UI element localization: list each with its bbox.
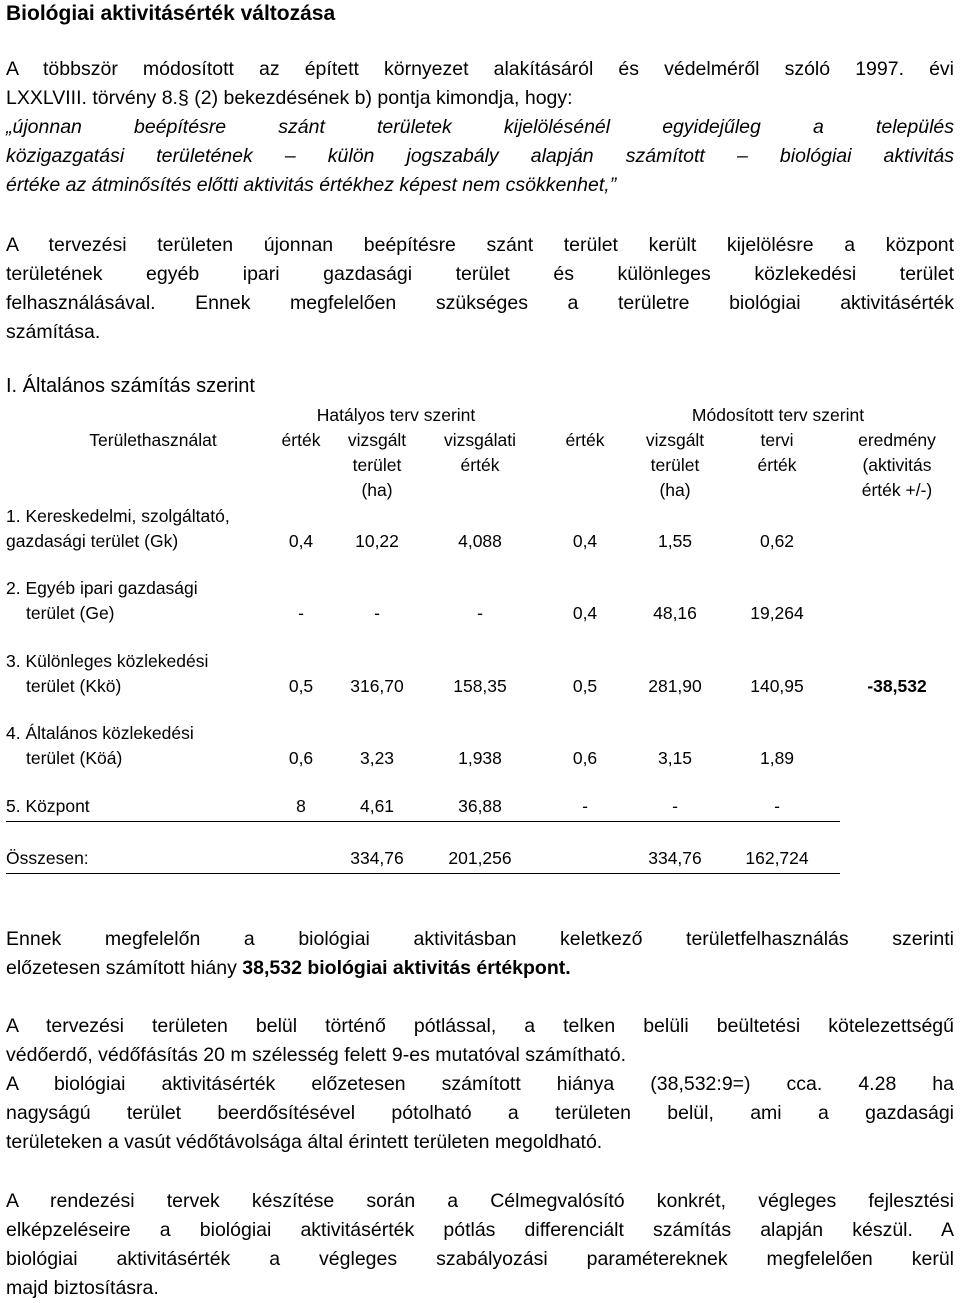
paragraph-line: A biológiai aktivitásérték előzetesen számított hiánya (38,532:9=) cca. 4.28 ha (6, 1073, 954, 1095)
deficit-value: 38,532 biológiai aktivitás értékpont. (242, 957, 571, 979)
column-header-area: vizsgált (347, 430, 407, 450)
cell-area-modified: 1,55 (657, 531, 693, 551)
cell-area: 10,22 (355, 531, 399, 551)
total-area: 334,76 (350, 848, 404, 868)
row-landuse-name: 2. Egyéb ipari gazdasági (6, 578, 198, 598)
cell-area-modified: - (672, 796, 678, 816)
cell-value: 0,4 (288, 531, 314, 551)
paragraph-line: felhasználásával. Ennek megfelelően szükséges a területre biológiai aktivitásérték (6, 292, 954, 314)
paragraph-line: területének egyéb ipari gazdasági terület és különleges közlekedési terület (6, 263, 954, 285)
column-header-result: érték +/-) (861, 480, 933, 500)
cell-planned-value: 140,95 (750, 676, 804, 696)
cell-examined-value: - (477, 603, 483, 623)
column-header-result: (aktivitás (862, 455, 932, 475)
cell-planned-value: 0,62 (759, 531, 795, 551)
final-paragraph (6, 1187, 954, 1303)
cell-value: 0,5 (288, 676, 314, 696)
section-heading: I. Általános számítás szerint (6, 375, 255, 397)
law-quote-line: közigazgatási területének – külön jogszabály alapján számított – biológiai aktivitás (6, 145, 954, 167)
cell-area: 3,23 (359, 748, 395, 768)
cell-value-modified: - (582, 796, 588, 816)
group-header-modified: Módosított terv szerint (691, 405, 865, 425)
row-landuse-name: terület (Ge) (26, 603, 115, 623)
paragraph-line: majd biztosításra. (6, 1277, 159, 1299)
intro-line: LXXLVIII. törvény 8.§ (2) bekezdésének b) pontja kimondja, hogy: (6, 87, 573, 109)
paragraph-line: elképzeléseire a biológiai aktivitásérték pótlás differenciált számítás alapján készül. A (6, 1219, 954, 1241)
total-planned-value: 162,724 (745, 848, 809, 868)
column-header-area: (ha) (361, 480, 393, 500)
paragraph-line (6, 954, 954, 983)
column-header-value-modified: érték (565, 430, 605, 450)
row-landuse-name: 1. Kereskedelmi, szolgáltató, (6, 506, 230, 526)
cell-result: -38,532 (867, 676, 927, 696)
cell-planned-value: 1,89 (759, 748, 795, 768)
page-title: Biológiai aktivitásérték változása (6, 2, 336, 25)
paragraph-line: területeken a vasút védőtávolsága által érintett területen megoldható. (6, 1131, 603, 1153)
cell-value-modified: 0,4 (572, 531, 598, 551)
deficit-paragraph (6, 925, 954, 983)
total-examined-value: 201,256 (448, 848, 512, 868)
cell-examined-value: 158,35 (453, 676, 507, 696)
cell-area: 316,70 (350, 676, 404, 696)
row-landuse-name: terület (Köá) (26, 748, 123, 768)
cell-value-modified: 0,5 (572, 676, 598, 696)
paragraph-line: A tervezési területen újonnan beépítésre szánt terület került kijelölésre a központ (6, 234, 954, 256)
law-quote-line: „újonnan beépítésre szánt területek kijelölésénél egyidejűleg a település (6, 116, 954, 138)
cell-value: 0,6 (288, 748, 314, 768)
law-quote-line: értéke az átminősítés előtti aktivitás értékhez képest nem csökkenhet,” (6, 174, 617, 196)
cell-value: 8 (296, 796, 306, 816)
cell-value-modified: 0,4 (572, 603, 598, 623)
cell-area: - (374, 603, 380, 623)
cell-value: - (298, 603, 304, 623)
table-rule (6, 821, 840, 822)
column-header-planned-value: tervi (760, 430, 794, 450)
paragraph-line: nagyságú terület beerdősítésével pótolható a területen belül, ami a gazdasági (6, 1102, 954, 1124)
deficit-intro: előzetesen számított hiány (6, 957, 243, 979)
cell-examined-value: 4,088 (458, 531, 502, 551)
paragraph-line: számítása. (6, 321, 101, 343)
paragraph-line: biológiai aktivitásérték a végleges szabályozási paramétereknek megfelelően kerül (6, 1248, 954, 1270)
cell-examined-value: 1,938 (458, 748, 502, 768)
column-header-area-modified: vizsgált (645, 430, 705, 450)
intro-paragraph (6, 55, 954, 200)
paragraph-line: A rendezési tervek készítése során a Célmegvalósító konkrét, végleges fejlesztési (6, 1190, 954, 1212)
total-area-modified: 334,76 (648, 848, 702, 868)
cell-value-modified: 0,6 (572, 748, 598, 768)
column-header-area-modified: (ha) (659, 480, 691, 500)
cell-area: 4,61 (359, 796, 395, 816)
cell-area-modified: 281,90 (648, 676, 702, 696)
cell-examined-value: 36,88 (458, 796, 502, 816)
column-header-examined-value: érték (460, 455, 500, 475)
table-rule (6, 873, 840, 874)
column-header-area-modified: terület (650, 455, 700, 475)
compensation-paragraph (6, 1012, 954, 1157)
column-header-result: eredmény (858, 430, 936, 450)
cell-area-modified: 3,15 (657, 748, 693, 768)
cell-planned-value: - (774, 796, 780, 816)
planning-paragraph (6, 231, 954, 347)
intro-line: A többször módosított az épített környezet alakításáról és védelméről szóló 1997. évi (6, 58, 954, 80)
total-label: Összesen: (6, 848, 89, 868)
column-header-value: érték (281, 430, 321, 450)
row-landuse-name: gazdasági terület (Gk) (6, 531, 179, 551)
cell-planned-value: 19,264 (750, 603, 804, 623)
row-landuse-name: 5. Központ (6, 796, 90, 816)
column-header-planned-value: érték (757, 455, 797, 475)
paragraph-line: védőerdő, védőfásítás 20 m szélesség felett 9-es mutatóval számítható. (6, 1044, 626, 1066)
paragraph-line: A tervezési területen belül történő pótlással, a telken belüli beültetési kötelezettségű (6, 1015, 954, 1037)
paragraph-line: Ennek megfelelőn a biológiai aktivitásban keletkező területfelhasználás szerinti (6, 928, 954, 950)
cell-area-modified: 48,16 (653, 603, 697, 623)
row-landuse-name: 3. Különleges közlekedési (6, 651, 209, 671)
column-header-area: terület (352, 455, 402, 475)
row-landuse-name: terület (Kkö) (26, 676, 122, 696)
group-header-current: Hatályos terv szerint (316, 405, 476, 425)
column-header-landuse: Területhasználat (89, 430, 217, 450)
row-landuse-name: 4. Általános közlekedési (6, 723, 194, 743)
column-header-examined-value: vizsgálati (444, 430, 516, 450)
